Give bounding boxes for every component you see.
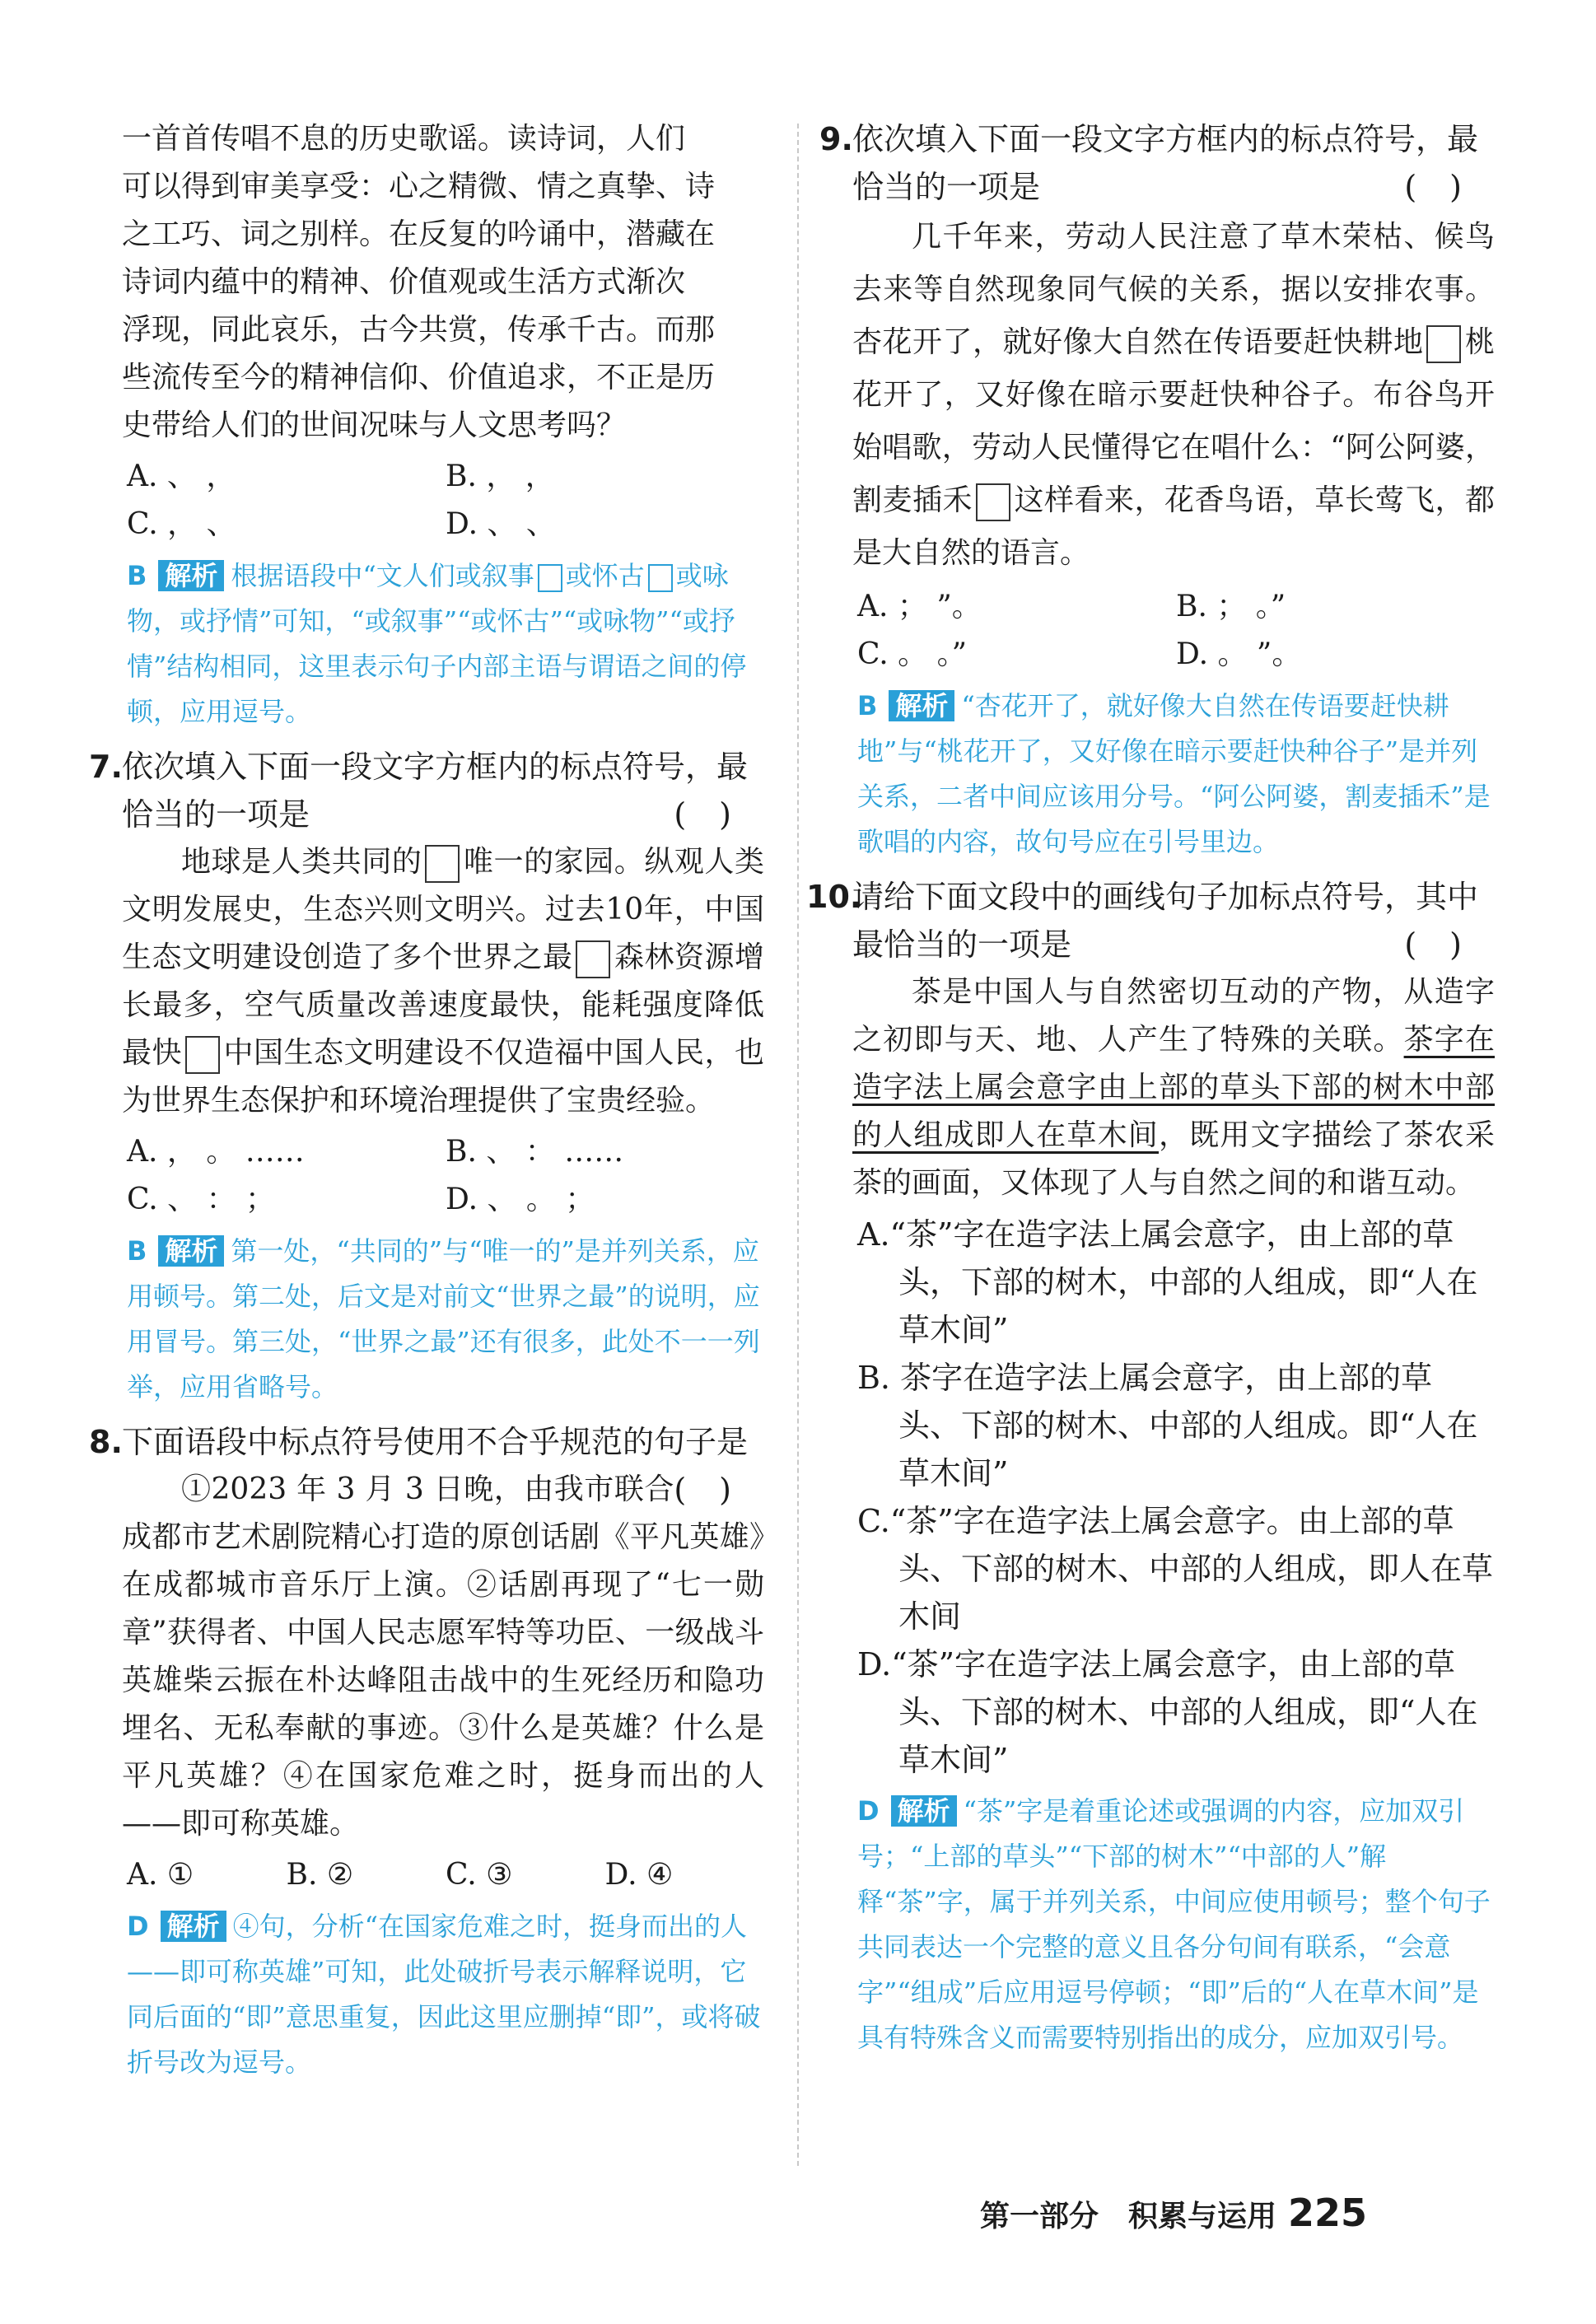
passage-text: ，既用文字描绘了茶农采茶的画面，又体现了人与自然之间的和谐互动。 xyxy=(852,1118,1495,1200)
q7-answer xyxy=(127,1229,764,1410)
answer-parentheses[interactable]: () xyxy=(1404,169,1495,205)
q6-continuation xyxy=(122,115,764,450)
answer-text: 根据语段中“文人们或叙事 xyxy=(231,560,534,591)
option-d[interactable]: D. ④ xyxy=(604,1858,674,1892)
question-number: 8. xyxy=(89,1424,123,1460)
text-line: 之工巧、词之别样。在反复的吟诵中，潜藏在 xyxy=(122,217,716,251)
blank-box[interactable] xyxy=(576,940,610,978)
q10-answer xyxy=(857,1789,1495,2060)
text-line: 史带给人们的世间况味与人文思考吗？ xyxy=(122,408,627,442)
blank-box xyxy=(538,564,562,592)
answer-parentheses[interactable]: () xyxy=(674,796,764,833)
text-line: 一首首传唱不息的历史歌谣。读诗词，人们 xyxy=(122,122,686,156)
passage-text: 茶是中国人与自然密切互动的产物，从造字之初即与天、地、人产生了特殊的关联。 xyxy=(852,975,1495,1057)
text-line: 可以得到审美享受：心之精微、情之真挚、诗 xyxy=(122,170,716,203)
passage-text: 这样看来，花香鸟语，草长莺飞，都是大自然的语言。 xyxy=(852,483,1495,570)
q8-passage: ①2023 年 3 月 3 日晚，由我市联合成都市艺术剧院精心打造的原创话剧《平凡英雄》在成都城市音乐厅上演。②话剧再现了“七一勋章”获得者、中国人民志愿军特等功臣、一级战斗英雄柴云振在朴达峰阻击战中的生死经历和隐功埋名、无私奉献的事迹。③什么是英雄？什么是平凡英雄？④在国家危难之时，挺身而出的人——即可称英雄。 xyxy=(122,1472,764,1841)
passage-text: 几千年来，劳动人民注意了草木荣枯、候鸟去来等自然现象同气候的关系，据以安排农事。杏花开了，就好像大自然在传语要赶快耕地 xyxy=(852,220,1495,359)
question-8 xyxy=(89,1418,764,1508)
option-c[interactable]: C. 。 。” xyxy=(857,637,967,671)
passage-text: 中国生态文明建设不仅造福中国人民，也为世界生态保护和环境治理提供了宝贵经验。 xyxy=(122,1036,764,1118)
passage-text: 地球是人类共同的 xyxy=(181,845,422,879)
question-7 xyxy=(89,743,764,838)
q8-answer xyxy=(127,1904,764,2085)
question-10 xyxy=(806,873,1495,968)
analysis-tag: 解析 xyxy=(158,1235,224,1267)
answer-text: 或咏物，或抒情”可知，“或叙事”“或怀古”“或咏物”“或抒情”结构相同，这里表示句子内部主语与谓语之间的停顿，应用逗号。 xyxy=(127,560,747,727)
question-number: 9. xyxy=(819,121,853,157)
option-c[interactable]: C. ③ xyxy=(446,1858,513,1892)
answer-letter: D xyxy=(127,1911,149,1942)
question-number: 10. xyxy=(806,879,862,915)
q8-options xyxy=(127,1851,764,1899)
q6-answer xyxy=(127,553,764,735)
blank-box[interactable] xyxy=(185,1036,220,1074)
blank-box xyxy=(648,564,673,592)
option-d[interactable]: D. 、 。 ； xyxy=(446,1183,595,1216)
option-a[interactable]: A. ， 。 …… xyxy=(127,1135,305,1169)
answer-text: ④句，分析“在国家危难之时，挺身而出的人——即可称英雄”可知，此处破折号表示解释说明，它同后面的“即”意思重复，因此这里应删掉“即”，或将破折号改为逗号。 xyxy=(127,1911,761,2078)
text-line: 诗词内蕴中的精神、价值观或生活方式渐次 xyxy=(122,265,686,299)
right-column xyxy=(806,115,1495,2069)
q10-passage xyxy=(852,968,1495,1207)
answer-letter: B xyxy=(857,690,878,721)
column-divider xyxy=(797,124,799,2166)
analysis-tag: 解析 xyxy=(158,560,224,591)
text-line: 些流传至今的精神信仰、价值追求，不正是历 xyxy=(122,361,716,394)
q9-options xyxy=(857,583,1495,679)
analysis-tag: 解析 xyxy=(891,1795,957,1827)
q7-passage xyxy=(122,838,764,1125)
question-number: 7. xyxy=(89,749,123,785)
option-a[interactable]: A. ； ”。 xyxy=(857,590,982,623)
q9-answer xyxy=(857,684,1495,865)
answer-parentheses[interactable]: () xyxy=(1404,926,1495,963)
option-b[interactable]: B. ， ， xyxy=(446,460,555,493)
answer-text: “杏花开了，就好像大自然在传语要赶快耕地”与“桃花开了，又好像在暗示要赶快种谷子”是并列关系，二者中间应该用分号。“阿公阿婆，割麦插禾”是歌唱的内容，故句号应在引号里边。 xyxy=(857,690,1491,857)
q6-options xyxy=(127,453,764,548)
option-c[interactable]: C. 、 ： ； xyxy=(127,1183,276,1216)
answer-text: “茶”字是着重论述或强调的内容，应加双引号；“上部的草头”“下部的树木”“中部的人”解释“茶”字，属于并列关系，中间应使用顿号；整个句子共同表达一个完整的意义且各分句间有联系，“会意字”“组成”后应用逗号停顿；“即”后的“人在草木间”是具有特殊含义而需要特别指出的成分，应加双引号。 xyxy=(857,1795,1491,2053)
answer-parentheses[interactable]: () xyxy=(674,1472,764,1508)
text-line: 浮现，同此哀乐，古今共赏，传承千古。而那 xyxy=(122,313,716,347)
left-column xyxy=(89,115,764,2093)
option-a[interactable]: A.“茶”字在造字法上属会意字，由上部的草头，下部的树木，中部的人组成，即“人在草木间” xyxy=(857,1216,1478,1348)
option-d[interactable]: D. 。 ”。 xyxy=(1176,637,1302,671)
page-footer xyxy=(980,2191,1367,2235)
option-d[interactable]: D. 、 、 xyxy=(446,507,556,541)
option-b[interactable]: B. ② xyxy=(286,1858,354,1892)
passage-text: 唯一的家园。纵观人类文明发展史，生态兴则文明兴。过去10年，中国生态文明建设创造了多个世界之最 xyxy=(122,845,764,974)
question-stem: 依次填入下面一段文字方框内的标点符号，最恰当的一项是 xyxy=(852,121,1479,205)
answer-letter: B xyxy=(127,1235,147,1267)
option-a[interactable]: A. ① xyxy=(127,1858,194,1892)
passage-text: 森林资源增长最多，空气质量改善速度最快，能耗强度降低最快 xyxy=(122,940,764,1070)
question-stem: 请给下面文段中的画线句子加标点符号，其中最恰当的一项是 xyxy=(852,879,1479,963)
option-b[interactable]: B. 、 ： …… xyxy=(446,1135,624,1169)
option-d[interactable]: D.“茶”字在造字法上属会意字，由上部的草头、下部的树木、中部的人组成，即“人在草木间” xyxy=(857,1646,1478,1778)
question-stem: 依次填入下面一段文字方框内的标点符号，最恰当的一项是 xyxy=(122,749,749,833)
question-stem: 下面语段中标点符号使用不合乎规范的句子是 xyxy=(122,1424,749,1460)
answer-text: 或怀古 xyxy=(565,560,645,591)
q9-passage xyxy=(852,211,1495,580)
blank-box[interactable] xyxy=(976,483,1010,521)
question-9 xyxy=(819,115,1495,211)
option-a[interactable]: A. 、 ， xyxy=(127,460,236,493)
q7-options xyxy=(127,1128,764,1224)
section-title: 第一部分 积累与运用 xyxy=(980,2200,1277,2233)
answer-text: 第一处，“共同的”与“唯一的”是并列关系，应用顿号。第二处，后文是对前文“世界之最”的说明，应用冒号。第三处，“世界之最”还有很多，此处不一一列举，应用省略号。 xyxy=(127,1235,760,1402)
answer-letter: B xyxy=(127,560,147,591)
blank-box[interactable] xyxy=(1426,325,1461,363)
analysis-tag: 解析 xyxy=(161,1911,226,1942)
page-number: 225 xyxy=(1288,2191,1368,2235)
option-c[interactable]: C. ， 、 xyxy=(127,507,236,541)
option-b[interactable]: B. 茶字在造字法上属会意字，由上部的草头、下部的树木、中部的人组成。即“人在草木间” xyxy=(857,1360,1478,1491)
blank-box[interactable] xyxy=(425,845,460,883)
q10-options xyxy=(857,1211,1495,1784)
option-b[interactable]: B. ； 。” xyxy=(1176,590,1286,623)
option-c[interactable]: C.“茶”字在造字法上属会意字。由上部的草头、下部的树木、中部的人组成，即人在草木间 xyxy=(857,1503,1494,1635)
passage-text: 桃花开了，又好像在暗示要赶快种谷子。布谷鸟开始唱歌，劳动人民懂得它在唱什么：“阿公阿婆，割麦插禾 xyxy=(852,325,1495,517)
underlined-sentence: 茶字在造字法上属会意字由上部的草头下部的树木中部的人组成即人在草木间 xyxy=(852,1023,1495,1152)
analysis-tag: 解析 xyxy=(889,690,954,721)
answer-letter: D xyxy=(857,1795,880,1827)
